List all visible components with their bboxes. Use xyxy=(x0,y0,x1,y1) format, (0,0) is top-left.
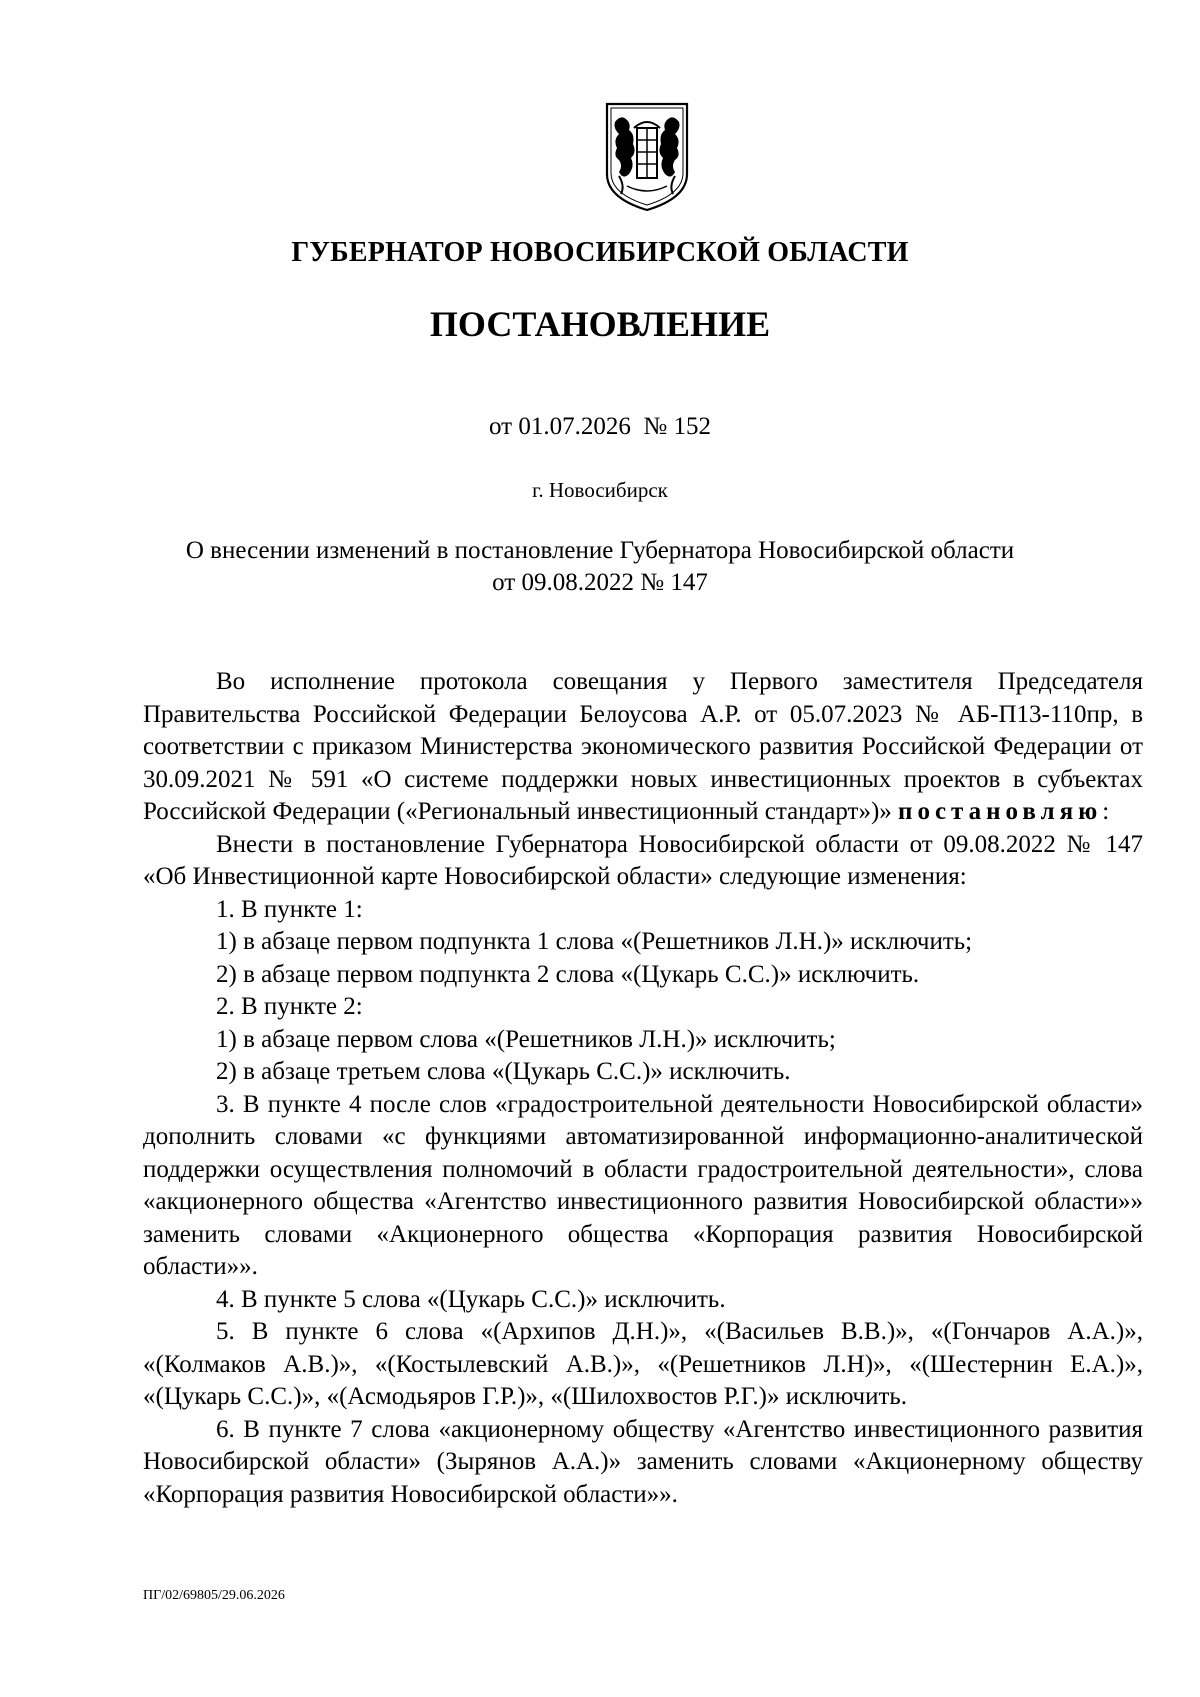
item-paragraph: 4. В пункте 5 слова «(Цукарь С.С.)» исключить. xyxy=(216,1285,726,1313)
preamble-text: Во исполнение протокола совещания у Первого заместителя Председателя Правительства Российской Федерации Белоусова А.Р. от 05.07.2023 № АБ-П13-110пр, в соответствии с приказом Министерства экономического развития Российской Федерации от 30.09.2021 № 591 «О системе поддержки новых инвестиционных проектов в субъектах Российской Федерации («Региональный инвестиционный стандарт»)» xyxy=(143,668,1143,825)
item-paragraph: 2. В пункте 2: xyxy=(216,993,363,1020)
item-paragraph: 1. В пункте 1: xyxy=(216,895,363,923)
item-paragraph: 1) в абзаце первом подпункта 1 слова «(Решетников Л.Н.)» исключить; xyxy=(216,928,973,955)
document-date-number: от 01.07.2026 № 152 xyxy=(489,413,711,440)
issuing-authority: ГУБЕРНАТОР НОВОСИБИРСКОЙ ОБЛАСТИ xyxy=(291,237,909,268)
document-registration-code: ПГ/02/69805/29.06.2026 xyxy=(143,1588,285,1603)
preamble-paragraph xyxy=(143,666,1143,829)
item-paragraph: 3. В пункте 4 после слов «градостроительной деятельности Новосибирской области» дополнить словами «с функциями автоматизированной информационно-аналитической поддержки осуществления полномочий в области градостроительной деятельности», слова «акционерного общества «Агентство инвестиционного развития Новосибирской области»» заменить словами «Акционерного общества «Корпорация развития Новосибирской области»». xyxy=(143,1090,1143,1280)
coat-of-arms-icon xyxy=(601,100,693,212)
item-paragraph: 5. В пункте 6 слова «(Архипов Д.Н.)», «(Васильев В.В.)», «(Гончаров А.А.)», «(Колмаков А.В.)», «(Костылевский А.В.)», «(Решетников Л.Н)», «(Шестернин Е.А.)», «(Цукарь С.С.)», «(Асмодьяров Г.Р.)», «(Шилохвостов Р.Г.)» исключить. xyxy=(143,1318,1143,1410)
document-body xyxy=(143,666,1143,1511)
document-type: ПОСТАНОВЛЕНИЕ xyxy=(429,304,771,344)
resolve-colon: : xyxy=(1102,798,1110,825)
subject-line-2: от 09.08.2022 № 147 xyxy=(492,569,708,596)
subject-line-1: О внесении изменений в постановление Губернатора Новосибирской области xyxy=(185,537,1015,564)
item-paragraph: 2) в абзаце первом подпункта 2 слова «(Цукарь С.С.)» исключить. xyxy=(216,960,920,988)
document-place: г. Новосибирск xyxy=(532,478,668,502)
item-paragraph: 1) в абзаце первом слова «(Решетников Л.Н.)» исключить; xyxy=(216,1025,836,1053)
item-paragraph: 6. В пункте 7 слова «акционерному обществу «Агентство инвестиционного развития Новосибирской области» (Зырянов А.А.)» заменить словами «Акционерному обществу «Корпорация развития Новосибирской области»». xyxy=(143,1415,1143,1508)
resolve-word: постановляю xyxy=(898,798,1103,825)
document-subject xyxy=(130,535,1070,599)
item-paragraph: 2) в абзаце третьем слова «(Цукарь С.С.)» исключить. xyxy=(216,1058,791,1085)
intro-paragraph: Внести в постановление Губернатора Новосибирской области от 09.08.2022 № 147 «Об Инвестиционной карте Новосибирской области» следующие изменения: xyxy=(143,830,1143,890)
